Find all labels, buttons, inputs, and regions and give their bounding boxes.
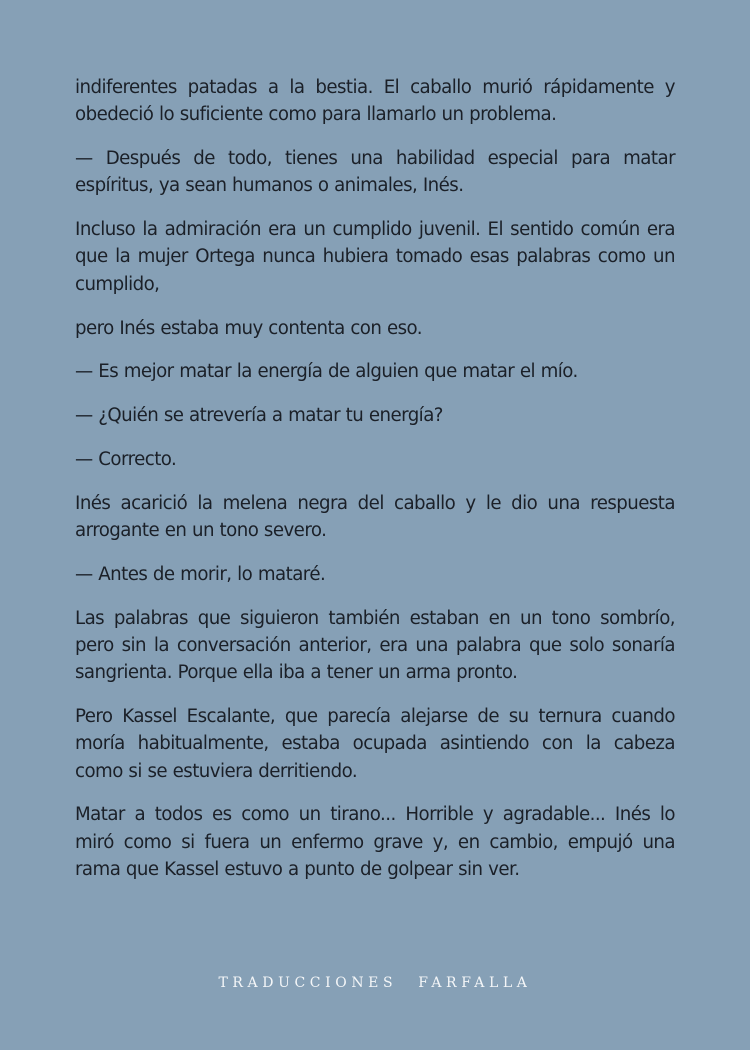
footer-word-2: FARFALLA — [418, 975, 532, 991]
paragraph: Las palabras que siguieron también estaban en un tono sombrío, pero sin la conversación anterior, era una palabra que solo sonaría sangrienta. Porque ella iba a tener un arma pronto. — [75, 607, 675, 684]
paragraph: — Después de todo, tienes una habilidad especial para matar espíritus, ya sean humanos o animales, Inés. — [75, 148, 675, 197]
paragraph: Incluso la admiración era un cumplido juvenil. El sentido común era que la mujer Ortega nunca hubiera tomado esas palabras como un cumplido, — [75, 219, 675, 295]
footer-word-1: TRADUCCIONES — [218, 975, 398, 991]
paragraph: — ¿Quién se atrevería a matar tu energía? — [75, 405, 443, 427]
paragraph: — Es mejor matar la energía de alguien que matar el mío. — [75, 361, 578, 383]
paragraph: — Antes de morir, lo mataré. — [75, 563, 326, 585]
paragraph: Pero Kassel Escalante, que parecía alejarse de su ternura cuando moría habitualmente, estaba ocupada asintiendo con la cabeza como si se estuviera derritiendo. — [75, 706, 675, 782]
paragraph: — Correcto. — [75, 448, 177, 470]
footer-credit — [0, 975, 750, 991]
paragraph: pero Inés estaba muy contenta con eso. — [75, 317, 423, 339]
paragraph: indiferentes patadas a la bestia. El caballo murió rápidamente y obedeció lo suficiente como para llamarlo un problema. — [75, 77, 675, 126]
body-text — [75, 74, 675, 900]
paragraph: Matar a todos es como un tirano... Horrible y agradable... Inés lo miró como si fuera un enfermo grave y, en cambio, empujó una rama que Kassel estuvo a punto de golpear sin ver. — [75, 804, 675, 881]
paragraph: Inés acarició la melena negra del caballo y le dio una respuesta arrogante en un tono severo. — [75, 492, 675, 542]
